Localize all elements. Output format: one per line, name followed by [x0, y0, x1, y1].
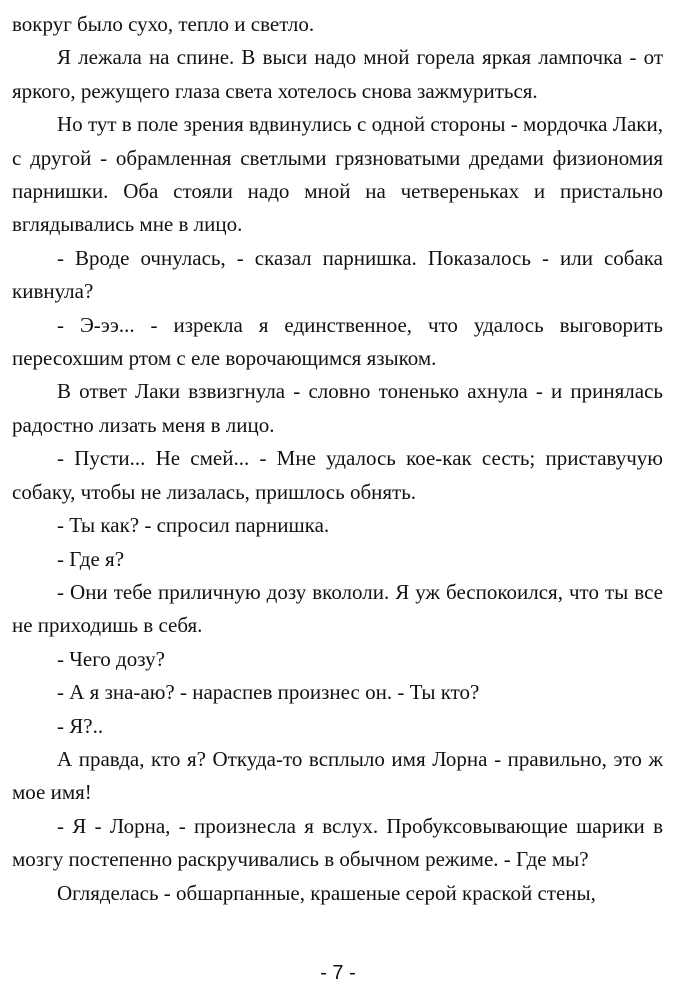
page-text [12, 8, 663, 910]
paragraph-12: - А я зна-аю? - нараспев произнес он. - Ты кто? [57, 680, 480, 705]
paragraph-3: Но тут в поле зрения вдвинулись с одной стороны - мордочка Лаки, с другой - обрамленная светлыми грязноватыми дредами физиономия парнишки. Оба стояли надо мной на четвереньках и пристально вглядывались мне в лицо. [12, 112, 663, 237]
paragraph-8: - Ты как? - спросил парнишка. [57, 513, 330, 538]
paragraph-11: - Чего дозу? [57, 646, 165, 671]
paragraph-13: - Я?.. [57, 713, 104, 738]
paragraph-6: В ответ Лаки взвизгнула - словно тоненько ахнула - и принялась радостно лизать меня в лицо. [12, 379, 663, 437]
paragraph-16: Огляделась - обшарпанные, крашеные серой краской стены, [57, 880, 596, 905]
paragraph-2: Я лежала на спине. В выси надо мной горела яркая лампочка - от яркого, режущего глаза света хотелось снова зажмуриться. [12, 45, 663, 103]
paragraph-10: - Они тебе приличную дозу вкололи. Я уж беспокоился, что ты все не приходишь в себя. [12, 579, 663, 638]
paragraph-7: - Пусти... Не смей... - Мне удалось кое-как сесть; приставучую собаку, чтобы не лизалась, пришлось обнять. [12, 446, 663, 504]
paragraph-15: - Я - Лорна, - произнесла я вслух. Пробуксовывающие шарики в мозгу постепенно раскручивались в обычном режиме. - Где мы? [12, 813, 663, 872]
paragraph-4: - Вроде очнулась, - сказал парнишка. Показалось - или собака кивнула? [12, 245, 663, 304]
page-number: - 7 - [320, 962, 356, 984]
paragraph-5: - Э-ээ... - изрекла я единственное, что удалось выговорить пересохшим ртом с еле ворочающимся языком. [12, 312, 663, 371]
paragraph-9: - Где я? [57, 546, 125, 571]
paragraph-14: А правда, кто я? Откуда-то всплыло имя Лорна - правильно, это ж мое имя! [12, 746, 663, 805]
paragraph-1: вокруг было сухо, тепло и светло. [12, 12, 315, 36]
